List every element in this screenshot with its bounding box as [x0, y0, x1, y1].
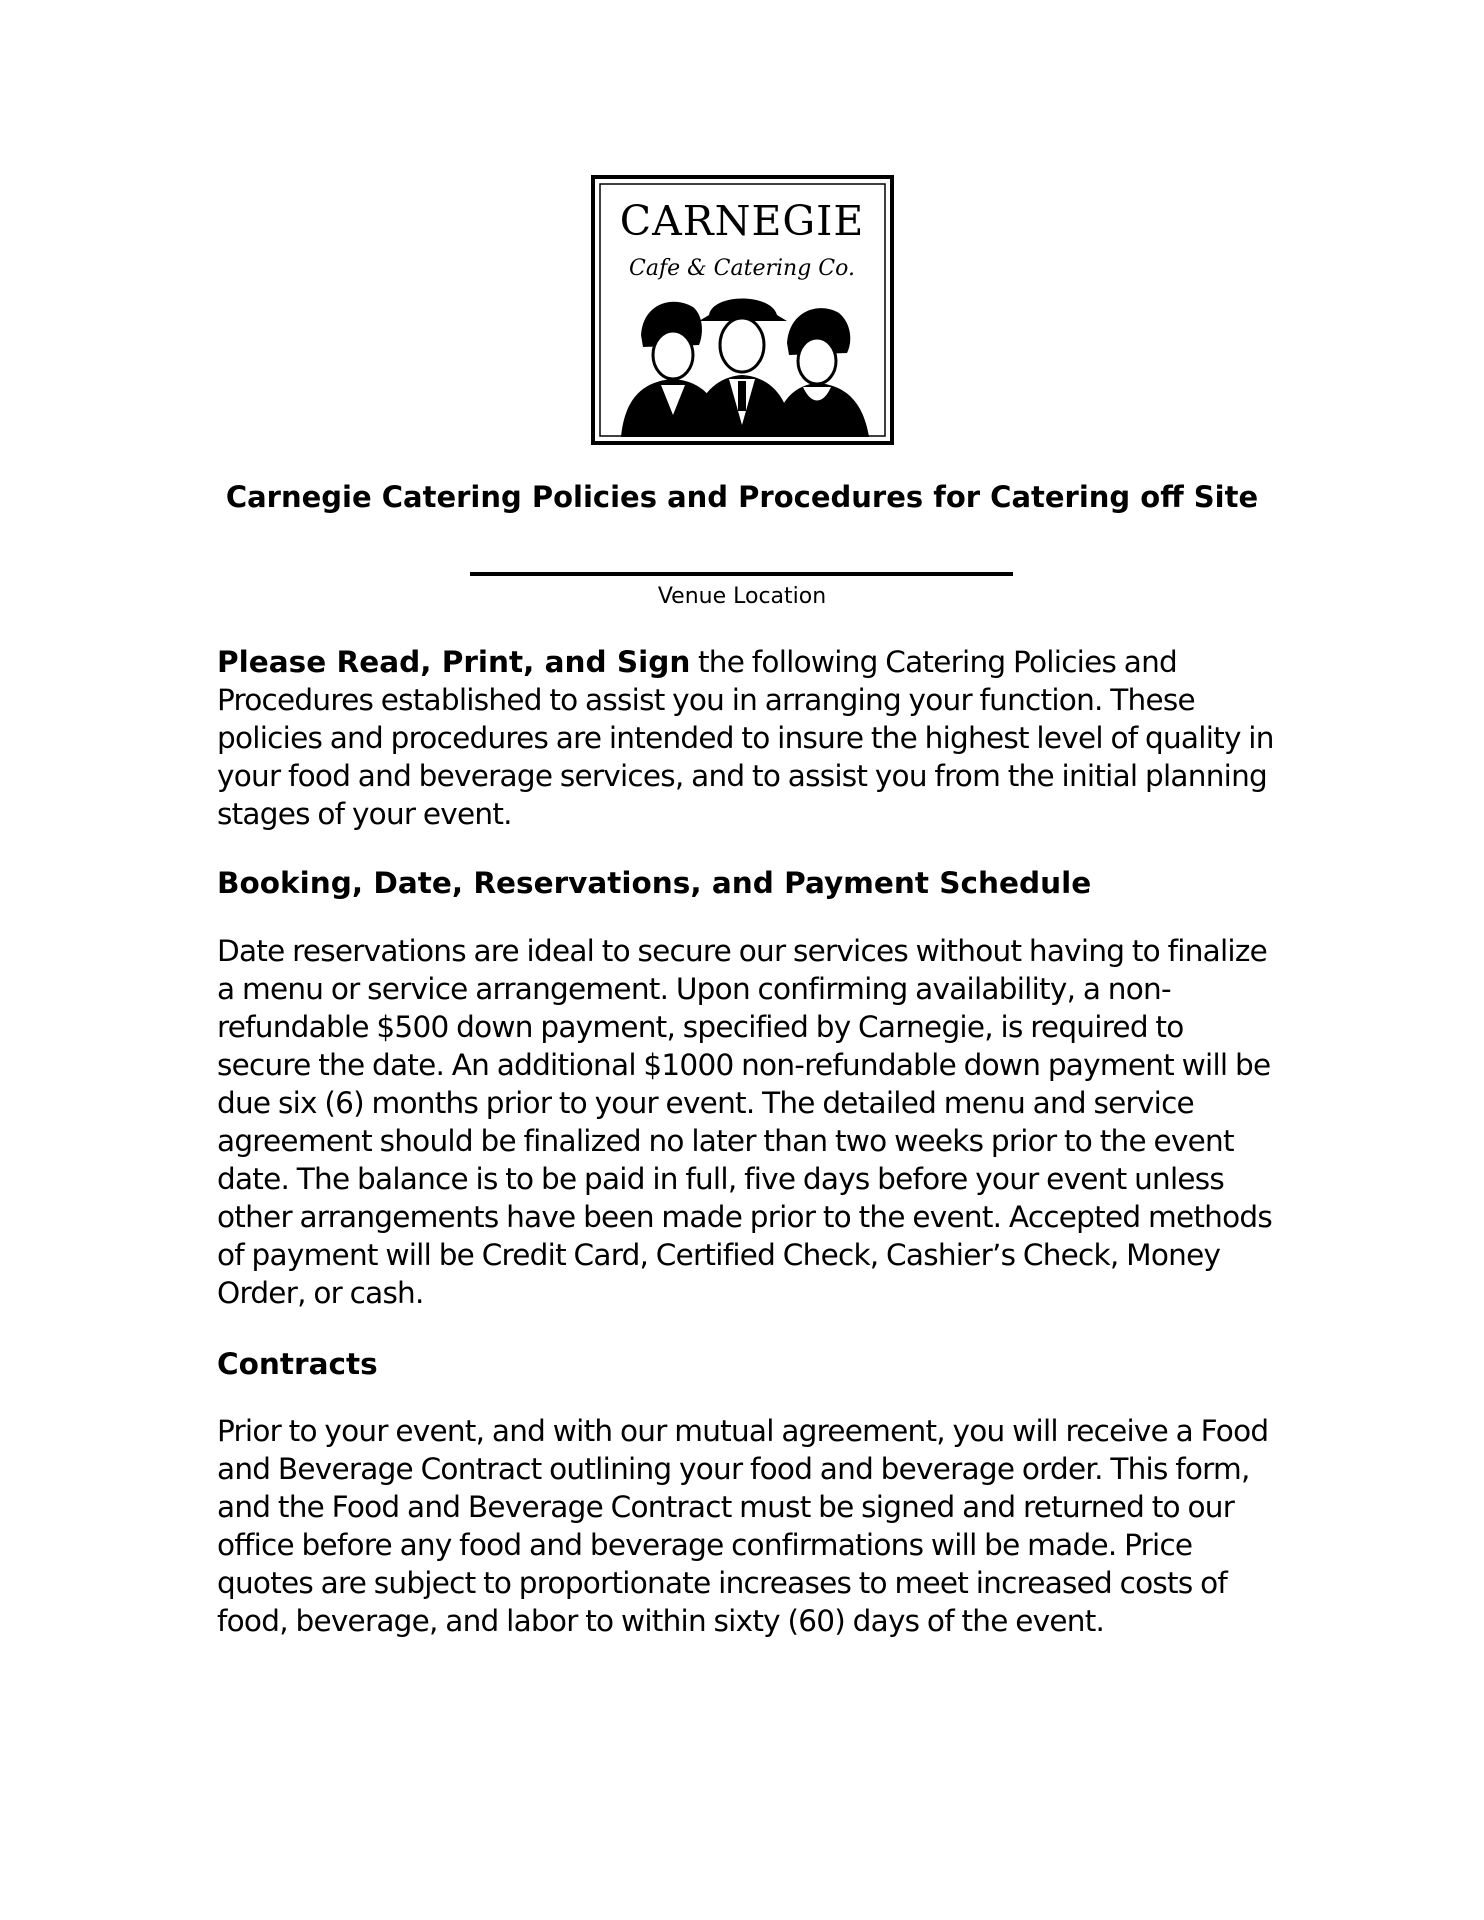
logo-brand: CARNEGIE: [619, 197, 865, 245]
intro-paragraph: [217, 643, 1277, 833]
intro-lead: Please Read, Print, and Sign: [217, 645, 691, 679]
logo-figures-illustration: [621, 299, 869, 438]
carnegie-logo: [591, 175, 894, 445]
venue-location-label: Venue Location: [657, 584, 827, 609]
section-heading-booking: Booking, Date, Reservations, and Payment Schedule: [217, 866, 1092, 900]
venue-location-line: [470, 572, 1013, 576]
intro-text: the following Catering Policies and Procedures established to assist you in arranging your function. These policies and procedures are intended to insure the highest level of quality in your food and beverage services, and to assist you from the initial planning stages of your event.: [217, 645, 1274, 831]
section-body-contracts: Prior to your event, and with our mutual agreement, you will receive a Food and Beverage Contract outlining your food and beverage order. This form, and the Food and Beverage Contract must be signed and returned to our office before any food and beverage confirmations will be made. Price quotes are subject to proportionate increases to meet increased costs of food, beverage, and labor to within sixty (60) days of the event.: [217, 1414, 1269, 1638]
page-title: Carnegie Catering Policies and Procedures for Catering off Site: [225, 480, 1259, 514]
section-heading-contracts: Contracts: [217, 1347, 378, 1381]
section-body-booking: Date reservations are ideal to secure our services without having to finalize a menu or service arrangement. Upon confirming availability, a non-refundable $500 down payment, specified by Carnegie, is required to secure the date. An additional $1000 non-refundable down payment will be due six (6) months prior to your event. The detailed menu and service agreement should be finalized no later than two weeks prior to the event date. The balance is to be paid in full, five days before your event unless other arrangements have been made prior to the event. Accepted methods of payment will be Credit Card, Certified Check, Cashier’s Check, Money Order, or cash.: [217, 934, 1272, 1310]
logo-tagline: Cafe & Catering Co.: [629, 256, 855, 281]
